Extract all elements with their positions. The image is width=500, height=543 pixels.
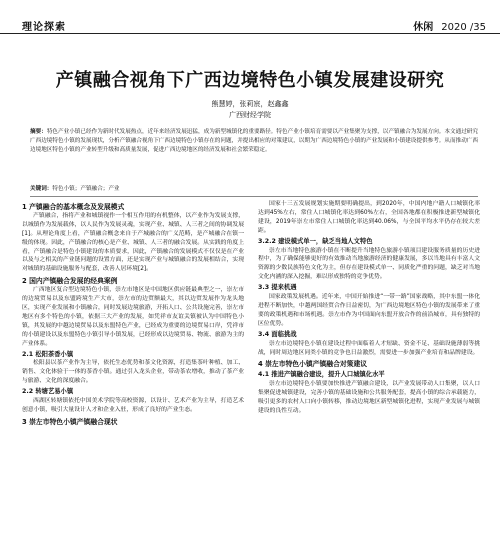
paragraph: 崇左市当地特色旅游小镇在不断提升当地特色旅游小镇项目建设服务质量的历史进程中，为了确保能够更好的有效推动当地旅游经济的健康发展，多以当地具有丰富人文资源的少数民族特色文化为主，但存在建设模式单一、同质化严重的问题，缺乏对当地文化内涵的深入挖掘，难以形成独特的竞争优势。 [258,247,480,281]
article-authors: 熊慧婷，张莉宸，赵鑫鑫 [211,100,289,108]
paragraph: 广西地区复合型边境特色小镇，崇左市地区是中国地区供应链最典型之一，崇左市的边境贸易以及东盟跨境生产大市，崇左市的边贸额最大，其以边贸发展作为龙头地区，实现产业发展和小镇融合，同时发展边境旅游，开拓人口、公共设施完善，崇左市地区有多个特色的小镇，依据三大产业的发展，如凭祥市友谊关镇被认为中国特色小镇，其发展的中越边境贸易以及东盟特色产业，已经成为重要的边境贸易口岸，凭祥市的小镇建设以及东盟特色小镇引导小镇发展，已经形成以边境贸易、物流、旅游为主的产业体系。 [22,287,244,347]
section-heading: 4 崇左市特色小镇产镇融合对策建议 [258,360,368,369]
journal-info [413,18,486,33]
paragraph: 产镇融合，指将产业和城镇视作一个相互作用的有机整体，以产业作为发展支撑，以城镇作为发展载体，以人民作为发展灵魂，实现产业、城镇、人三者之间的协调发展[1]。从理论角度上看，产镇融合概念来自于产城融合的广义范畴，是产城融合在镇一级的体现。因此，产镇融合的核心是产业、城镇、人三者的融合发展。从实践的角度上看，产镇融合是特色小镇建设的本质要求，因此，产镇融合的发展模式不仅仅是在产业以及与之相关的产业链问题的设置方面，还是实现产业与城镇融合的发展相结合，实现对城镇的基础设施服务与配套，改善人居环境[2]。 [22,212,244,273]
article-title: 产镇融合视角下广西边境特色小镇发展建设研究 [55,70,445,91]
keywords [30,184,120,192]
section-heading: 2 国内产镇融合发展的经典案例 [22,277,118,286]
paragraph: 崇左市边境特色小镇在建设过程中面临着人才短缺、资金不足、基础设施薄弱等挑战，同时周边地区同类小镇的竞争也日益激烈，需要进一步加强产业培育和品牌建设。 [258,340,480,356]
paragraph: 国家十三五发展规划实施期要明确提出，到2020年，中国内地户籍人口城镇化率达到45%左右，常住人口城镇化率达到60%左右，全国各地都在积极推进新型城镇化建设，2019年崇左市常住人口城镇化率达到40.06%，与全国平均水平仍存在较大差距。 [258,201,480,234]
abstract-text: 特色产业小镇已经作为新时代发展热点，近年来经济发展迅猛，成为新型城镇化的重要路径。特色产业小镇培育需要以产业集聚为支撑，以产镇融合为发展方向。本文通过研究广西边境特色小镇的发展现状，分析产镇融合视角下广西边境特色小镇存在的问题，并提出相应的对策建议，以期为广西边境特色小镇的产业发展和小镇建设提供参考。从而推动广西边境地区特色小镇的产业转型升级和高质量发展，促进广西边境地区的经济发展和社会繁荣稳定。 [30,129,478,154]
subsection-heading: 3.3 提来机遇 [258,284,297,292]
journal-name: 休闲 [413,22,434,33]
paragraph: 国家政策发展机遇。近年来，中国开始推进“一带一路”国家战略，其中东盟一体化进程不断加快，中越两国经贸合作日益密切，为广西边境地区特色小镇的发展带来了重要的政策机遇和市场机遇。崇左市作为中国面向东盟开放合作的前沿城市，具有独特的区位优势。 [258,294,480,327]
article-affiliation: 广西财经学院 [229,111,271,119]
keywords-text: 特色小镇；产镇融合；产业 [52,186,120,192]
header-divider [0,33,500,34]
abstract [30,128,478,156]
subsection-heading: 4.1 推进产镇融合建设，提升人口城镇化水平 [258,371,385,379]
subsection-heading: 2.1 松阳茶香小镇 [22,350,74,358]
paragraph: 西湖区转塘镇依托中国美术学院等高校资源，以设计、艺术产业为主导，打造艺术创意小镇，吸引大量设计人才和企业入驻，形成了良好的产业生态。 [22,398,244,413]
issue-number: 2020 /35 [441,22,486,33]
abstract-divider [30,196,478,197]
left-column [22,200,244,427]
subsection-heading: 3.4 面临挑战 [258,330,297,338]
paragraph: 崇左市边境特色小镇要加快推进产镇融合建设，以产业发展带动人口集聚，以人口集聚促进城镇建设，完善小镇的基础设施和公共服务配套，提高小镇的综合承载能力，吸引更多的农村人口向小镇转移，推动边境地区新型城镇化进程，实现产业发展与城镇建设的良性互动。 [258,381,480,414]
subsection-heading: 3.2.2 建设模式单一，缺乏当地人文特色 [258,237,373,245]
section-heading: 3 崇左市特色小镇产镇融合现状 [22,417,118,426]
section-label: 理论探索 [22,22,66,33]
paragraph: 松阳县以茶产业作为主导，依托生态优势和茶文化资源，打造集茶叶种植、加工、销售、文化体验于一体的茶香小镇。通过引入龙头企业，带动茶农增收，推动了茶产业与旅游、文化的深度融合。 [22,360,244,385]
keywords-label: 关键词： [30,186,53,192]
section-heading: 1 产镇融合的基本概念及发展模式 [22,203,125,211]
abstract-label: 摘要： [30,129,47,135]
subsection-heading: 2.2 转塘艺易小镇 [22,388,74,396]
page-header [0,0,500,44]
right-column [258,200,480,416]
